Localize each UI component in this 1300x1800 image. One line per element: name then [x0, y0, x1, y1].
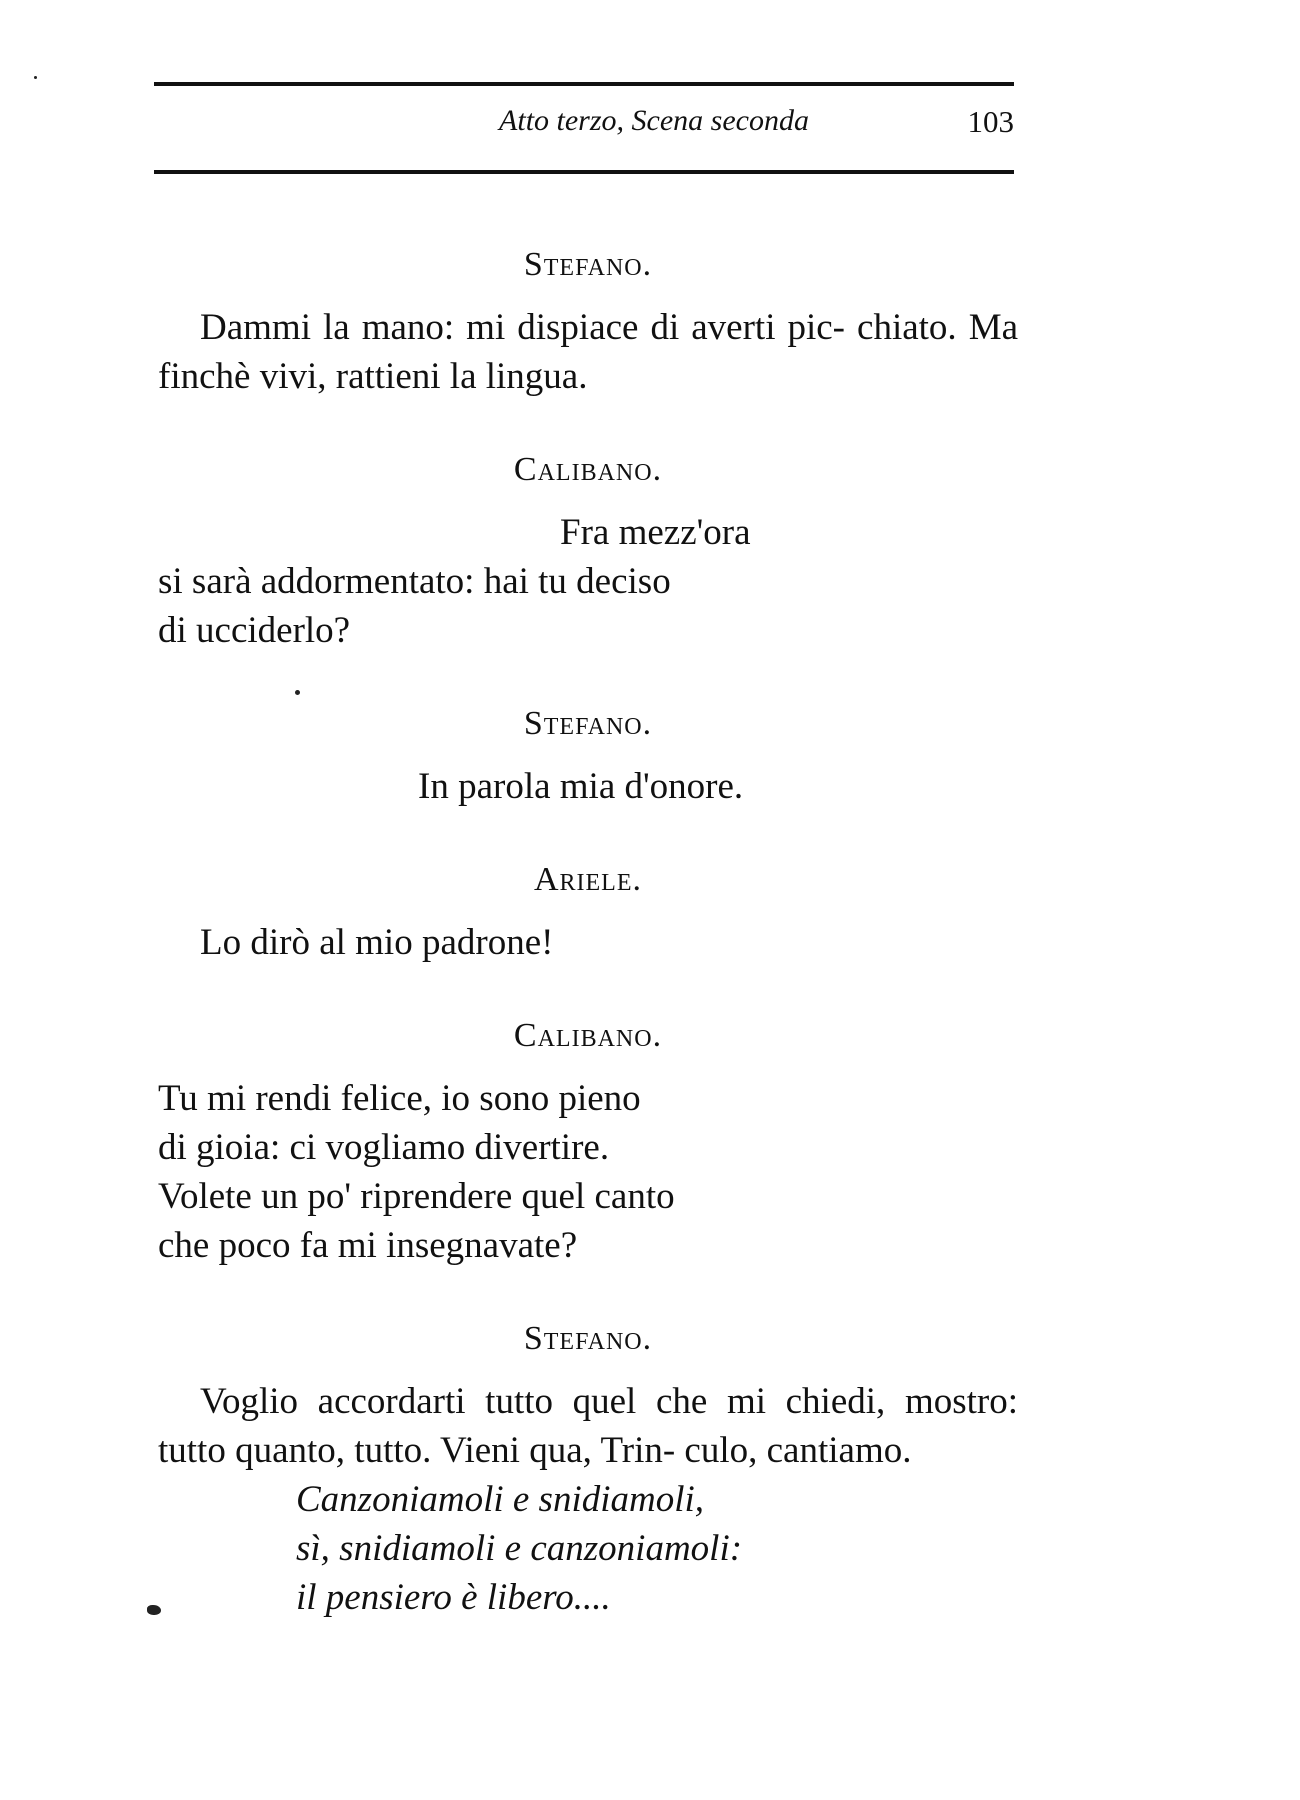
margin-speck	[34, 76, 37, 79]
speaker-name: Stefano.	[523, 246, 653, 283]
speech	[158, 1377, 1018, 1622]
speaker-name: Calibano.	[513, 1017, 663, 1054]
verse-line: Volete un po' riprendere quel canto	[158, 1176, 675, 1217]
song-verse	[158, 1475, 1018, 1622]
verse-line: di gioia: ci vogliamo divertire.	[158, 1127, 610, 1168]
verse-line: Fra mezz'ora	[560, 512, 751, 553]
verse-line: si sarà addormentato: hai tu deciso	[158, 561, 671, 602]
speech-line: mostro: tutto quanto, tutto. Vieni qua, Trin-	[158, 1381, 1018, 1471]
speech-line: Lo dirò al mio padrone!	[200, 922, 554, 963]
speaker-name: Calibano.	[513, 451, 663, 488]
speaker-name: Stefano.	[523, 705, 653, 742]
verse-line: In parola mia d'onore.	[418, 766, 744, 807]
speech-line: Voglio accordarti tutto quel che mi chiedi,	[200, 1381, 886, 1422]
song-line: il pensiero è libero....	[296, 1577, 611, 1618]
header-rule-top	[154, 82, 1014, 86]
speech-prose	[158, 303, 1018, 401]
running-title: Atto terzo, Scena seconda	[499, 104, 809, 137]
speech-prose	[158, 1377, 1018, 1475]
speech	[158, 508, 1018, 655]
ink-speck	[295, 690, 300, 695]
verse-line: che poco fa mi insegnavate?	[158, 1225, 578, 1266]
speech-line: Dammi la mano: mi dispiace di averti pic-	[200, 307, 846, 348]
speech	[158, 918, 1018, 967]
speaker-name: Ariele.	[533, 861, 643, 898]
speech-line: chiato. Ma finchè vivi, rattieni la lingua.	[158, 307, 1019, 397]
play-text	[158, 240, 1018, 1666]
song-line: sì, snidiamoli e canzoniamoli:	[296, 1528, 743, 1569]
speaker-name: Stefano.	[523, 1320, 653, 1357]
speech-line: culo, cantiamo.	[684, 1430, 912, 1471]
verse-line: Tu mi rendi felice, io sono pieno	[158, 1078, 641, 1119]
speech	[158, 303, 1018, 401]
ink-blot	[147, 1605, 161, 1615]
header-rule-bottom	[154, 170, 1014, 174]
speech	[158, 1074, 1018, 1270]
speech	[158, 762, 1018, 811]
song-line: Canzoniamoli e snidiamoli,	[296, 1479, 705, 1520]
verse-line: di ucciderlo?	[158, 610, 351, 651]
running-header	[154, 104, 1014, 144]
page-number: 103	[967, 104, 1014, 139]
